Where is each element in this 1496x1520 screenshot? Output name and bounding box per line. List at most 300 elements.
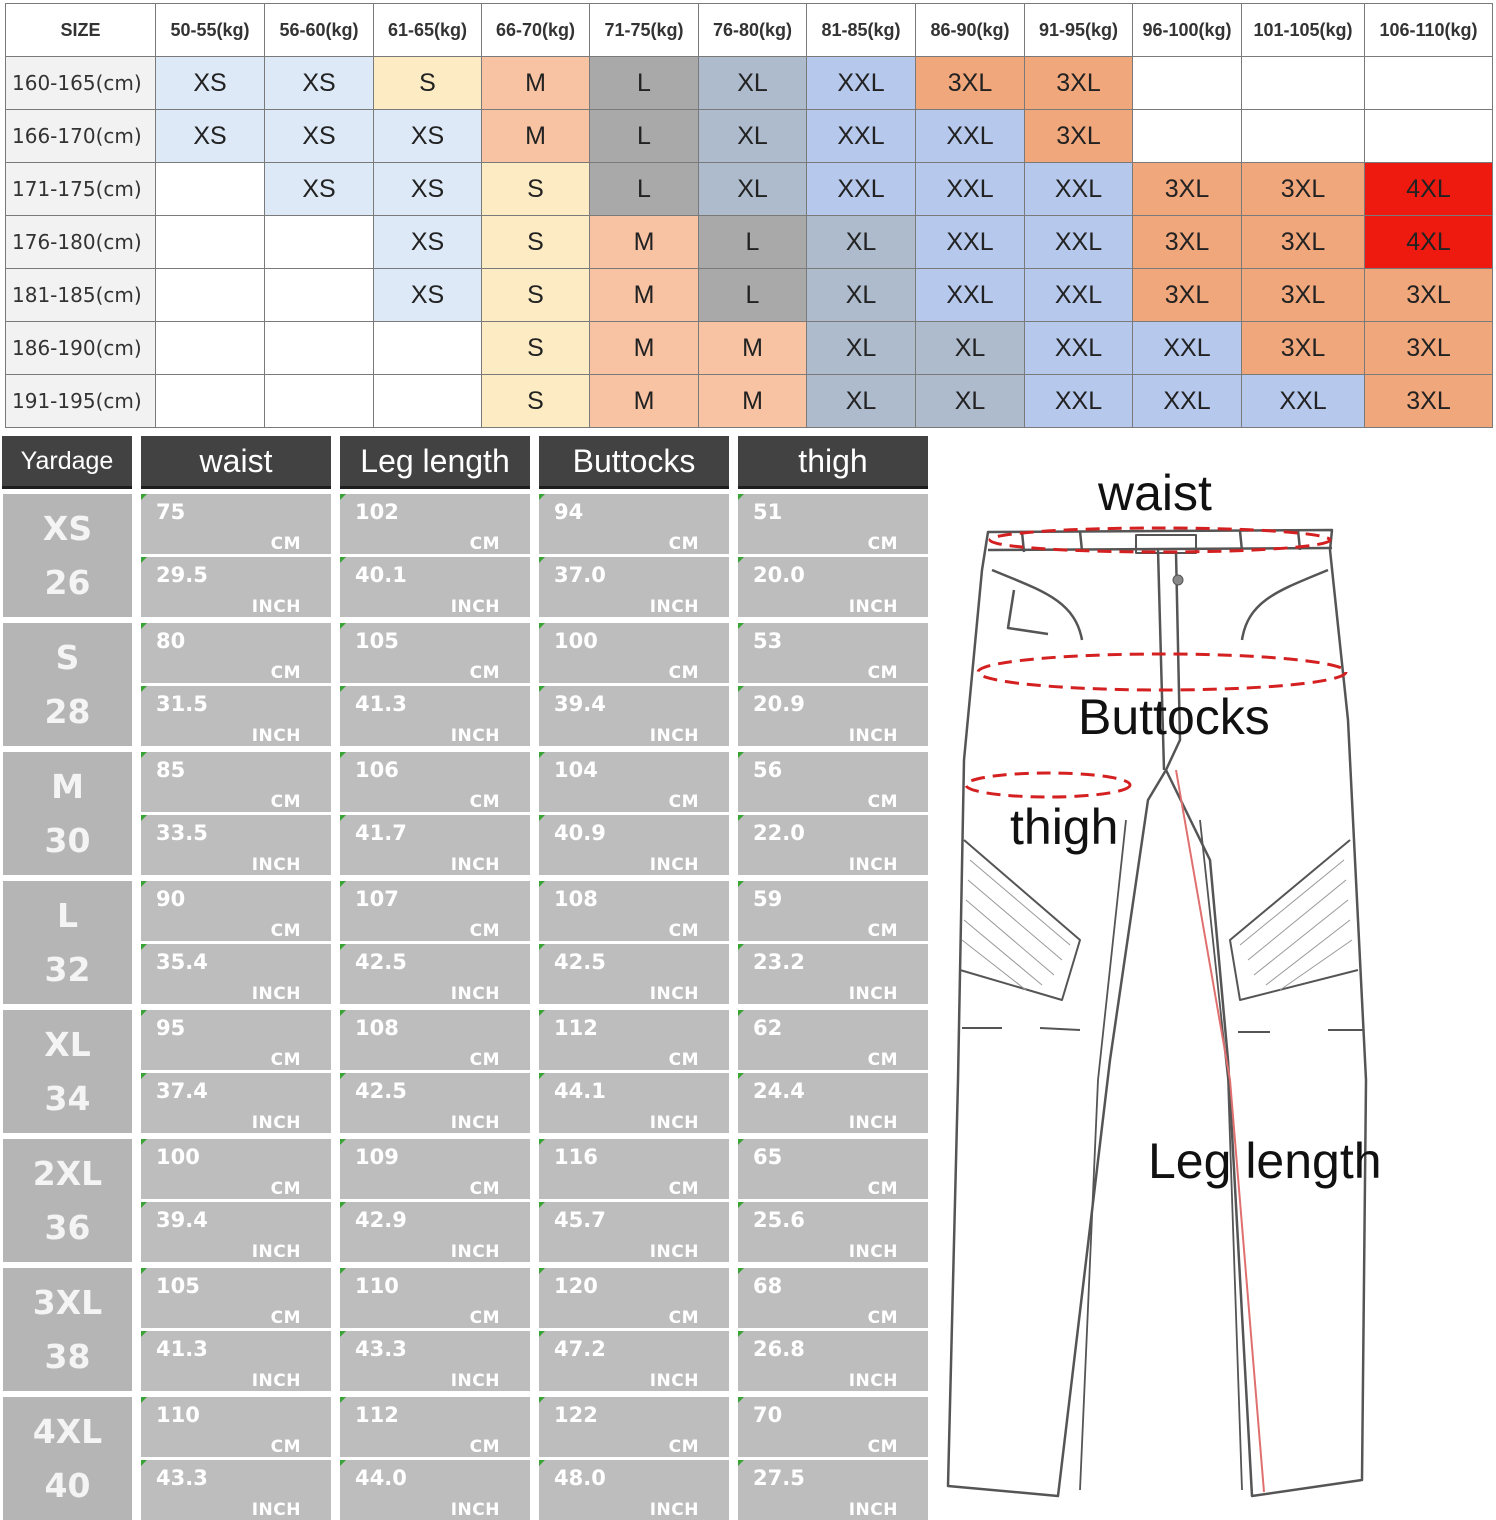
measurement-value: 105 bbox=[156, 1274, 200, 1298]
measurement-value: 59 bbox=[753, 887, 783, 911]
measurement-inch-cell bbox=[340, 686, 530, 746]
size-cell: XL bbox=[699, 57, 807, 110]
corner-marker bbox=[141, 881, 147, 887]
measurement-inch-cell bbox=[539, 944, 729, 1004]
size-cell: 3XL bbox=[1242, 163, 1365, 216]
size-cell: M bbox=[590, 269, 699, 322]
measurement-inch-cell bbox=[539, 1460, 729, 1520]
measurement-cm-cell bbox=[539, 752, 729, 812]
measurement-value: 20.9 bbox=[753, 692, 805, 716]
size-cell: 3XL bbox=[1242, 216, 1365, 269]
yardage-number: 30 bbox=[44, 820, 91, 860]
corner-marker bbox=[738, 881, 744, 887]
yardage-size: M bbox=[51, 766, 84, 806]
size-cell: L bbox=[699, 216, 807, 269]
size-cell: XXL bbox=[916, 216, 1025, 269]
corner-marker bbox=[141, 1010, 147, 1016]
measurement-value: 33.5 bbox=[156, 821, 208, 845]
size-cell bbox=[156, 163, 265, 216]
size-cell: XXL bbox=[916, 163, 1025, 216]
size-cell: S bbox=[482, 375, 590, 428]
yardage-cell bbox=[3, 494, 132, 617]
size-cell: XXL bbox=[1025, 269, 1133, 322]
measurement-inch-cell bbox=[738, 1202, 928, 1262]
corner-marker bbox=[539, 623, 545, 629]
yardage-number: 36 bbox=[44, 1207, 91, 1247]
measurement-inch-cell bbox=[141, 1073, 331, 1133]
size-cell: XS bbox=[374, 269, 482, 322]
size-cell: M bbox=[590, 375, 699, 428]
size-cell bbox=[1365, 57, 1493, 110]
header-buttocks: Buttocks bbox=[539, 436, 729, 489]
measurement-value: 31.5 bbox=[156, 692, 208, 716]
corner-marker bbox=[539, 881, 545, 887]
size-cell: M bbox=[699, 375, 807, 428]
unit-label: CM bbox=[270, 1308, 301, 1328]
size-cell: 3XL bbox=[1025, 57, 1133, 110]
corner-marker bbox=[141, 623, 147, 629]
weight-column-header: 91-95(kg) bbox=[1025, 4, 1133, 57]
size-cell: XS bbox=[374, 163, 482, 216]
unit-label: CM bbox=[867, 534, 898, 554]
measurement-value: 41.3 bbox=[156, 1337, 208, 1361]
measurement-inch-cell bbox=[539, 1202, 729, 1262]
yardage-cell bbox=[3, 1397, 132, 1520]
size-cell: 4XL bbox=[1365, 216, 1493, 269]
unit-label: INCH bbox=[848, 1113, 898, 1133]
unit-label: CM bbox=[867, 663, 898, 683]
measurement-inch-cell bbox=[340, 1460, 530, 1520]
measurement-cm-cell bbox=[141, 1139, 331, 1199]
corner-marker bbox=[738, 1139, 744, 1145]
measurement-inch-cell bbox=[738, 1460, 928, 1520]
corner-marker bbox=[539, 1397, 545, 1403]
header-waist: waist bbox=[141, 436, 331, 489]
unit-label: INCH bbox=[251, 726, 301, 746]
measurement-value: 40.9 bbox=[554, 821, 606, 845]
thigh-label: thigh bbox=[1010, 799, 1119, 855]
unit-label: INCH bbox=[251, 1500, 301, 1520]
measurement-value: 110 bbox=[156, 1403, 200, 1427]
size-cell: XXL bbox=[1025, 375, 1133, 428]
measurement-value: 105 bbox=[355, 629, 399, 653]
measurement-inch-cell bbox=[340, 1073, 530, 1133]
corner-marker bbox=[539, 1331, 545, 1337]
size-cell: XS bbox=[374, 216, 482, 269]
size-cell: XXL bbox=[1025, 322, 1133, 375]
measurement-cm-cell bbox=[340, 881, 530, 941]
corner-marker bbox=[340, 1268, 346, 1274]
unit-label: CM bbox=[270, 1050, 301, 1070]
measurement-inch-cell bbox=[738, 944, 928, 1004]
unit-label: INCH bbox=[848, 1500, 898, 1520]
measurement-value: 100 bbox=[156, 1145, 200, 1169]
measurement-inch-cell bbox=[141, 1460, 331, 1520]
size-cell: XXL bbox=[916, 110, 1025, 163]
size-cell: XS bbox=[374, 110, 482, 163]
size-cell: 4XL bbox=[1365, 163, 1493, 216]
size-cell: 3XL bbox=[1133, 269, 1242, 322]
measurement-value: 27.5 bbox=[753, 1466, 805, 1490]
measurement-value: 23.2 bbox=[753, 950, 805, 974]
corner-marker bbox=[340, 881, 346, 887]
size-cell: XXL bbox=[807, 110, 916, 163]
measurement-value: 45.7 bbox=[554, 1208, 606, 1232]
measurement-value: 112 bbox=[355, 1403, 399, 1427]
size-cell bbox=[156, 375, 265, 428]
size-chart-row bbox=[6, 375, 1493, 428]
corner-marker bbox=[340, 944, 346, 950]
size-chart-row bbox=[6, 57, 1493, 110]
measurement-cm-cell bbox=[340, 494, 530, 554]
unit-label: CM bbox=[867, 1179, 898, 1199]
size-corner-label: SIZE bbox=[6, 4, 156, 57]
unit-label: CM bbox=[469, 792, 500, 812]
size-cell: XXL bbox=[1025, 216, 1133, 269]
size-cell: M bbox=[482, 110, 590, 163]
size-cell: XL bbox=[807, 216, 916, 269]
size-cell: XXL bbox=[807, 163, 916, 216]
size-chart-row bbox=[6, 110, 1493, 163]
measurement-inch-cell bbox=[340, 557, 530, 617]
measurement-cm-cell bbox=[738, 1139, 928, 1199]
size-cell bbox=[1133, 57, 1242, 110]
corner-marker bbox=[539, 686, 545, 692]
corner-marker bbox=[738, 1397, 744, 1403]
corner-marker bbox=[738, 1202, 744, 1208]
measurement-cm-cell bbox=[141, 1268, 331, 1328]
height-range-label: 166-170(cm) bbox=[6, 110, 156, 163]
size-cell: 3XL bbox=[1365, 269, 1493, 322]
unit-label: CM bbox=[469, 921, 500, 941]
unit-label: CM bbox=[270, 792, 301, 812]
measurement-cm-cell bbox=[738, 881, 928, 941]
height-range-label: 160-165(cm) bbox=[6, 57, 156, 110]
corner-marker bbox=[738, 752, 744, 758]
size-cell: XL bbox=[699, 163, 807, 216]
size-cell: 3XL bbox=[1025, 110, 1133, 163]
corner-marker bbox=[539, 1202, 545, 1208]
size-cell bbox=[265, 216, 374, 269]
corner-marker bbox=[738, 686, 744, 692]
corner-marker bbox=[340, 557, 346, 563]
corner-marker bbox=[738, 944, 744, 950]
measurement-cm-cell bbox=[340, 623, 530, 683]
pants-outline-icon bbox=[930, 440, 1496, 1500]
corner-marker bbox=[539, 494, 545, 500]
measurement-inch-cell bbox=[539, 1073, 729, 1133]
corner-marker bbox=[539, 1268, 545, 1274]
size-cell: XL bbox=[807, 375, 916, 428]
measurement-value: 62 bbox=[753, 1016, 783, 1040]
size-cell: XL bbox=[807, 322, 916, 375]
yardage-number: 28 bbox=[44, 691, 91, 731]
size-chart-table bbox=[5, 3, 1493, 428]
measurement-value: 37.4 bbox=[156, 1079, 208, 1103]
size-cell bbox=[156, 216, 265, 269]
measurement-value: 51 bbox=[753, 500, 783, 524]
measurement-cm-cell bbox=[141, 752, 331, 812]
yardage-number: 34 bbox=[44, 1078, 91, 1118]
size-cell: L bbox=[590, 110, 699, 163]
measurement-inch-cell bbox=[738, 1331, 928, 1391]
measurement-cm-cell bbox=[539, 1268, 729, 1328]
unit-label: INCH bbox=[848, 855, 898, 875]
measurement-inch-cell bbox=[738, 686, 928, 746]
measurement-cm-cell bbox=[539, 1397, 729, 1457]
measurement-value: 80 bbox=[156, 629, 186, 653]
unit-label: INCH bbox=[649, 1113, 699, 1133]
measurement-cm-cell bbox=[340, 1397, 530, 1457]
weight-column-header: 101-105(kg) bbox=[1242, 4, 1365, 57]
measurement-cm-cell bbox=[340, 1268, 530, 1328]
measurement-cm-cell bbox=[340, 1010, 530, 1070]
size-cell: 3XL bbox=[1133, 163, 1242, 216]
size-cell bbox=[265, 375, 374, 428]
corner-marker bbox=[539, 557, 545, 563]
unit-label: CM bbox=[867, 1050, 898, 1070]
measurement-value: 40.1 bbox=[355, 563, 407, 587]
measurement-value: 53 bbox=[753, 629, 783, 653]
unit-label: INCH bbox=[649, 855, 699, 875]
measurement-value: 42.5 bbox=[554, 950, 606, 974]
size-cell: XL bbox=[916, 322, 1025, 375]
unit-label: CM bbox=[469, 1437, 500, 1457]
measurement-value: 44.1 bbox=[554, 1079, 606, 1103]
weight-column-header: 61-65(kg) bbox=[374, 4, 482, 57]
size-cell: XXL bbox=[807, 57, 916, 110]
corner-marker bbox=[340, 752, 346, 758]
size-cell: M bbox=[699, 322, 807, 375]
size-cell bbox=[1365, 110, 1493, 163]
measurement-value: 75 bbox=[156, 500, 186, 524]
corner-marker bbox=[738, 557, 744, 563]
measurement-inch-cell bbox=[738, 815, 928, 875]
measurement-value: 37.0 bbox=[554, 563, 606, 587]
unit-label: INCH bbox=[251, 1113, 301, 1133]
size-cell: XXL bbox=[916, 269, 1025, 322]
unit-label: INCH bbox=[251, 597, 301, 617]
unit-label: CM bbox=[270, 534, 301, 554]
unit-label: INCH bbox=[450, 855, 500, 875]
measurement-value: 42.9 bbox=[355, 1208, 407, 1232]
size-cell: L bbox=[590, 57, 699, 110]
yardage-number: 26 bbox=[44, 562, 91, 602]
measurement-inch-cell bbox=[141, 815, 331, 875]
height-range-label: 171-175(cm) bbox=[6, 163, 156, 216]
unit-label: CM bbox=[270, 1179, 301, 1199]
corner-marker bbox=[340, 686, 346, 692]
corner-marker bbox=[738, 623, 744, 629]
size-cell: XXL bbox=[1133, 322, 1242, 375]
measurement-value: 108 bbox=[554, 887, 598, 911]
unit-label: INCH bbox=[251, 1242, 301, 1262]
measurement-value: 102 bbox=[355, 500, 399, 524]
unit-label: INCH bbox=[848, 984, 898, 1004]
height-range-label: 181-185(cm) bbox=[6, 269, 156, 322]
unit-label: CM bbox=[867, 1308, 898, 1328]
corner-marker bbox=[340, 494, 346, 500]
measurement-value: 108 bbox=[355, 1016, 399, 1040]
unit-label: CM bbox=[668, 921, 699, 941]
unit-label: INCH bbox=[450, 1500, 500, 1520]
unit-label: CM bbox=[668, 1179, 699, 1199]
size-cell: M bbox=[482, 57, 590, 110]
measurement-value: 35.4 bbox=[156, 950, 208, 974]
measurement-inch-cell bbox=[539, 686, 729, 746]
size-cell: S bbox=[482, 163, 590, 216]
measurement-inch-cell bbox=[141, 1202, 331, 1262]
unit-label: INCH bbox=[649, 1500, 699, 1520]
unit-label: CM bbox=[469, 1050, 500, 1070]
corner-marker bbox=[141, 686, 147, 692]
size-cell: XL bbox=[807, 269, 916, 322]
measurement-value: 110 bbox=[355, 1274, 399, 1298]
size-cell: L bbox=[590, 163, 699, 216]
measurement-cm-cell bbox=[340, 1139, 530, 1199]
measurement-cm-cell bbox=[141, 881, 331, 941]
size-cell: 3XL bbox=[1242, 269, 1365, 322]
weight-column-header: 76-80(kg) bbox=[699, 4, 807, 57]
measurement-inch-cell bbox=[141, 557, 331, 617]
size-cell: S bbox=[374, 57, 482, 110]
yardage-number: 38 bbox=[44, 1336, 91, 1376]
measurement-cm-cell bbox=[539, 494, 729, 554]
measurement-inch-cell bbox=[738, 1073, 928, 1133]
header-thigh: thigh bbox=[738, 436, 928, 489]
corner-marker bbox=[738, 1073, 744, 1079]
unit-label: CM bbox=[867, 921, 898, 941]
corner-marker bbox=[141, 557, 147, 563]
measurement-inch-cell bbox=[539, 1331, 729, 1391]
size-cell: XS bbox=[156, 110, 265, 163]
measurement-value: 22.0 bbox=[753, 821, 805, 845]
measurement-cm-cell bbox=[738, 1010, 928, 1070]
measurement-value: 100 bbox=[554, 629, 598, 653]
unit-label: INCH bbox=[848, 1371, 898, 1391]
corner-marker bbox=[539, 944, 545, 950]
unit-label: INCH bbox=[848, 726, 898, 746]
yardage-cell bbox=[3, 881, 132, 1004]
size-chart-row bbox=[6, 216, 1493, 269]
size-chart-header-row bbox=[6, 4, 1493, 57]
measurement-value: 43.3 bbox=[355, 1337, 407, 1361]
size-cell: L bbox=[699, 269, 807, 322]
corner-marker bbox=[340, 1202, 346, 1208]
corner-marker bbox=[141, 815, 147, 821]
unit-label: INCH bbox=[649, 597, 699, 617]
weight-column-header: 66-70(kg) bbox=[482, 4, 590, 57]
corner-marker bbox=[539, 752, 545, 758]
size-cell bbox=[156, 269, 265, 322]
measurement-value: 25.6 bbox=[753, 1208, 805, 1232]
measurement-value: 41.7 bbox=[355, 821, 407, 845]
unit-label: INCH bbox=[649, 1371, 699, 1391]
weight-column-header: 71-75(kg) bbox=[590, 4, 699, 57]
size-cell: S bbox=[482, 216, 590, 269]
measurement-inch-cell bbox=[340, 1331, 530, 1391]
unit-label: INCH bbox=[251, 1371, 301, 1391]
measurement-value: 47.2 bbox=[554, 1337, 606, 1361]
unit-label: INCH bbox=[450, 726, 500, 746]
corner-marker bbox=[738, 1010, 744, 1016]
unit-label: CM bbox=[469, 663, 500, 683]
waist-label: waist bbox=[1098, 465, 1212, 521]
unit-label: CM bbox=[668, 1050, 699, 1070]
corner-marker bbox=[539, 1073, 545, 1079]
size-cell: S bbox=[482, 322, 590, 375]
measurement-value: 41.3 bbox=[355, 692, 407, 716]
size-cell bbox=[374, 375, 482, 428]
corner-marker bbox=[141, 944, 147, 950]
weight-column-header: 86-90(kg) bbox=[916, 4, 1025, 57]
yardage-size: L bbox=[56, 895, 79, 935]
yardage-number: 40 bbox=[44, 1465, 91, 1505]
corner-marker bbox=[340, 1010, 346, 1016]
unit-label: CM bbox=[668, 663, 699, 683]
size-cell bbox=[1133, 110, 1242, 163]
corner-marker bbox=[340, 623, 346, 629]
corner-marker bbox=[340, 1073, 346, 1079]
size-cell bbox=[1242, 57, 1365, 110]
corner-marker bbox=[340, 815, 346, 821]
size-cell: 3XL bbox=[1365, 322, 1493, 375]
measurement-cm-cell bbox=[738, 623, 928, 683]
unit-label: INCH bbox=[649, 726, 699, 746]
corner-marker bbox=[141, 494, 147, 500]
corner-marker bbox=[539, 1139, 545, 1145]
yardage-cell bbox=[3, 1010, 132, 1133]
measurement-value: 44.0 bbox=[355, 1466, 407, 1490]
size-cell: XL bbox=[916, 375, 1025, 428]
weight-column-header: 96-100(kg) bbox=[1133, 4, 1242, 57]
measurement-cm-cell bbox=[738, 1268, 928, 1328]
yardage-cell bbox=[3, 752, 132, 875]
unit-label: CM bbox=[469, 1179, 500, 1199]
measurement-cm-cell bbox=[738, 1397, 928, 1457]
height-range-label: 186-190(cm) bbox=[6, 322, 156, 375]
measurement-value: 68 bbox=[753, 1274, 783, 1298]
unit-label: CM bbox=[270, 921, 301, 941]
unit-label: INCH bbox=[649, 984, 699, 1004]
yardage-cell bbox=[3, 623, 132, 746]
unit-label: INCH bbox=[450, 1242, 500, 1262]
yardage-number: 32 bbox=[44, 949, 91, 989]
corner-marker bbox=[141, 1460, 147, 1466]
measurement-inch-cell bbox=[340, 944, 530, 1004]
measurement-cm-cell bbox=[340, 752, 530, 812]
unit-label: INCH bbox=[251, 855, 301, 875]
unit-label: CM bbox=[668, 1308, 699, 1328]
unit-label: CM bbox=[270, 663, 301, 683]
measurement-value: 122 bbox=[554, 1403, 598, 1427]
yardage-size: 2XL bbox=[32, 1153, 103, 1193]
measurement-value: 65 bbox=[753, 1145, 783, 1169]
corner-marker bbox=[539, 1460, 545, 1466]
size-cell: M bbox=[590, 216, 699, 269]
size-cell: XS bbox=[265, 110, 374, 163]
size-cell bbox=[265, 322, 374, 375]
size-cell: XS bbox=[265, 57, 374, 110]
yardage-size: 4XL bbox=[32, 1411, 103, 1451]
leg-length-label: Leg length bbox=[1148, 1133, 1382, 1189]
corner-marker bbox=[340, 1331, 346, 1337]
size-cell: 3XL bbox=[1365, 375, 1493, 428]
unit-label: CM bbox=[867, 1437, 898, 1457]
measurement-value: 24.4 bbox=[753, 1079, 805, 1103]
measurement-inch-cell bbox=[340, 815, 530, 875]
corner-marker bbox=[141, 1202, 147, 1208]
